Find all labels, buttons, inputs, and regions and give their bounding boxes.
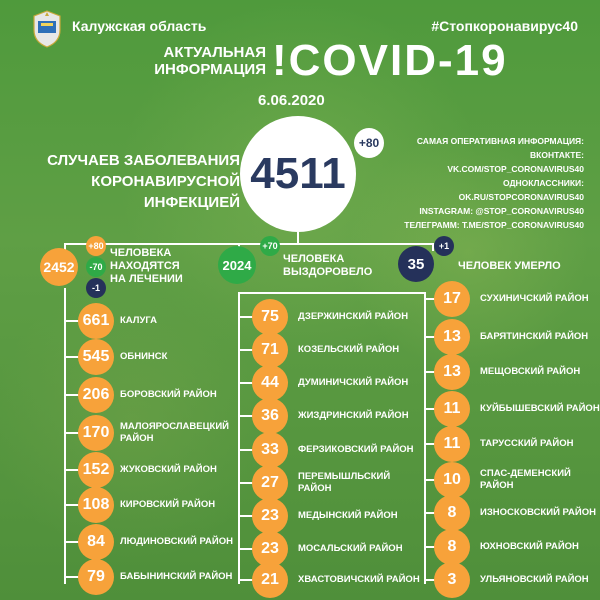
- col1-row-value: 84: [78, 524, 114, 560]
- col3-row-label: БАРЯТИНСКИЙ РАЙОН: [480, 331, 589, 342]
- col2-row-label: ФЕРЗИКОВСКИЙ РАЙОН: [298, 444, 414, 455]
- date: 6.06.2020: [258, 92, 325, 109]
- col2-row-value: 23: [252, 531, 288, 567]
- col1-row-value: 108: [78, 487, 114, 523]
- coat-of-arms-icon: [32, 10, 62, 48]
- col2-row-value: 27: [252, 465, 288, 501]
- info-line-2: ВКОНТАКТЕ: VK.COM/STOP_CORONAVIRUS40: [447, 150, 584, 174]
- info-line-5: ТЕЛЕГРАММ: T.ME/STOP_CORONAVIRUS40: [404, 220, 584, 230]
- col2-row-label: МЕДЫНСКИЙ РАЙОН: [298, 510, 398, 521]
- col3-row-value: 8: [434, 529, 470, 565]
- col1-row-label: ЛЮДИНОВСКИЙ РАЙОН: [120, 536, 233, 547]
- treatment-delta-2: -70: [86, 257, 106, 277]
- col3-row-value: 11: [434, 391, 470, 427]
- recovered-delta: +70: [260, 236, 280, 256]
- col3-row-value: 8: [434, 495, 470, 531]
- recovered-label-line-2: ВЫЗДОРОВЕЛО: [283, 266, 373, 278]
- total-cases-label: [40, 150, 240, 213]
- treatment-label-line-2: НАХОДЯТСЯ: [110, 260, 180, 272]
- total-cases-circle: 4511: [240, 116, 356, 232]
- col2-row-value: 71: [252, 332, 288, 368]
- col3-row-value: 10: [434, 462, 470, 498]
- hashtag: #Стопкоронавирус40: [431, 18, 578, 34]
- col1-row-label: КИРОВСКИЙ РАЙОН: [120, 499, 216, 510]
- col1-row-value: 661: [78, 303, 114, 339]
- col1-row-label: БАБЫНИНСКИЙ РАЙОН: [120, 571, 233, 582]
- col1-row-label: ЖУКОВСКИЙ РАЙОН: [120, 464, 217, 475]
- recovered-label: [283, 253, 372, 279]
- connector-horizontal-top: [64, 243, 434, 245]
- total-cases-label-line-2: КОРОНАВИРУСНОЙ ИНФЕКЦИЕЙ: [91, 173, 240, 211]
- title-small-line-1: АКТУАЛЬНАЯ: [163, 44, 266, 61]
- col1-row-label: БОРОВСКИЙ РАЙОН: [120, 389, 217, 400]
- col1-row-value: 79: [78, 559, 114, 595]
- col3-row-label: СУХИНИЧСКИЙ РАЙОН: [480, 293, 589, 304]
- col2-row-label: ЖИЗДРИНСКИЙ РАЙОН: [298, 410, 409, 421]
- treatment-label: [110, 247, 183, 286]
- col3-row-value: 17: [434, 281, 470, 317]
- info-block: [392, 134, 584, 232]
- treatment-delta-1: +80: [86, 236, 106, 256]
- died-label: ЧЕЛОВЕК УМЕРЛО: [458, 260, 561, 272]
- page-title: !COVID-19: [272, 36, 508, 85]
- col3-row-value: 11: [434, 426, 470, 462]
- col1-row-label: МАЛОЯРОСЛАВЕЦКИЙ РАЙОН: [120, 421, 229, 444]
- col3-row-label: ЮХНОВСКИЙ РАЙОН: [480, 541, 579, 552]
- col2-row-value: 21: [252, 562, 288, 598]
- region-name: Калужская область: [72, 18, 207, 34]
- col2-row-label: КОЗЕЛЬСКИЙ РАЙОН: [298, 344, 400, 355]
- col3-row-value: 13: [434, 354, 470, 390]
- col2-row-label: ДЗЕРЖИНСКИЙ РАЙОН: [298, 311, 409, 322]
- col2-row-value: 44: [252, 365, 288, 401]
- col3-row-value: 13: [434, 319, 470, 355]
- treatment-label-line-3: НА ЛЕЧЕНИИ: [110, 273, 183, 285]
- col1-row-label: КАЛУГА: [120, 315, 157, 326]
- col1-row-label: ОБНИНСК: [120, 351, 168, 362]
- col23-divider-top: [238, 292, 426, 294]
- col2-row-label: ДУМИНИЧСКИЙ РАЙОН: [298, 377, 409, 388]
- treatment-label-line-1: ЧЕЛОВЕКА: [110, 247, 172, 259]
- col2-row-label: МОСАЛЬСКИЙ РАЙОН: [298, 543, 403, 554]
- col2-row-value: 23: [252, 498, 288, 534]
- col3-row-label: ТАРУССКИЙ РАЙОН: [480, 438, 574, 449]
- col3-row-label: ИЗНОСКОВСКИЙ РАЙОН: [480, 507, 596, 518]
- col1-row-value: 170: [78, 415, 114, 451]
- treatment-delta-3: -1: [86, 278, 106, 298]
- info-line-3: ОДНОКЛАССНИКИ: OK.RU/STOPCORONAVIRUS40: [458, 178, 584, 202]
- total-cases-label-line-1: СЛУЧАЕВ ЗАБОЛЕВАНИЯ: [47, 152, 240, 169]
- col3-row-label: СПАС-ДЕМЕНСКИЙ РАЙОН: [480, 468, 571, 491]
- col3-row-label: КУЙБЫШЕВСКИЙ РАЙОН: [480, 403, 600, 414]
- recovered-circle: 2024: [218, 246, 256, 284]
- col2-trunk: [238, 292, 240, 584]
- recovered-label-line-1: ЧЕЛОВЕКА: [283, 253, 345, 265]
- col2-row-label: ХВАСТОВИЧСКИЙ РАЙОН: [298, 574, 420, 585]
- col1-trunk: [64, 288, 66, 584]
- col2-row-value: 33: [252, 432, 288, 468]
- col3-row-label: МЕЩОВСКИЙ РАЙОН: [480, 366, 581, 377]
- col2-row-value: 75: [252, 299, 288, 335]
- col3-row-value: 3: [434, 562, 470, 598]
- col3-row-label: УЛЬЯНОВСКИЙ РАЙОН: [480, 574, 589, 585]
- col1-row-value: 152: [78, 452, 114, 488]
- died-circle: 35: [398, 246, 434, 282]
- title-small-line-2: ИНФОРМАЦИЯ: [154, 61, 266, 78]
- col2-row-value: 36: [252, 398, 288, 434]
- info-line-1: САМАЯ ОПЕРАТИВНАЯ ИНФОРМАЦИЯ:: [416, 136, 584, 146]
- died-delta: +1: [434, 236, 454, 256]
- treatment-circle: 2452: [40, 248, 78, 286]
- title-small: [150, 44, 266, 78]
- total-cases-delta: +80: [354, 128, 384, 158]
- info-line-4: INSTAGRAM: @STOP_CORONAVIRUS40: [419, 206, 584, 216]
- col1-row-value: 206: [78, 377, 114, 413]
- col2-row-label: ПЕРЕМЫШЛЬСКИЙ РАЙОН: [298, 471, 391, 494]
- col1-row-value: 545: [78, 339, 114, 375]
